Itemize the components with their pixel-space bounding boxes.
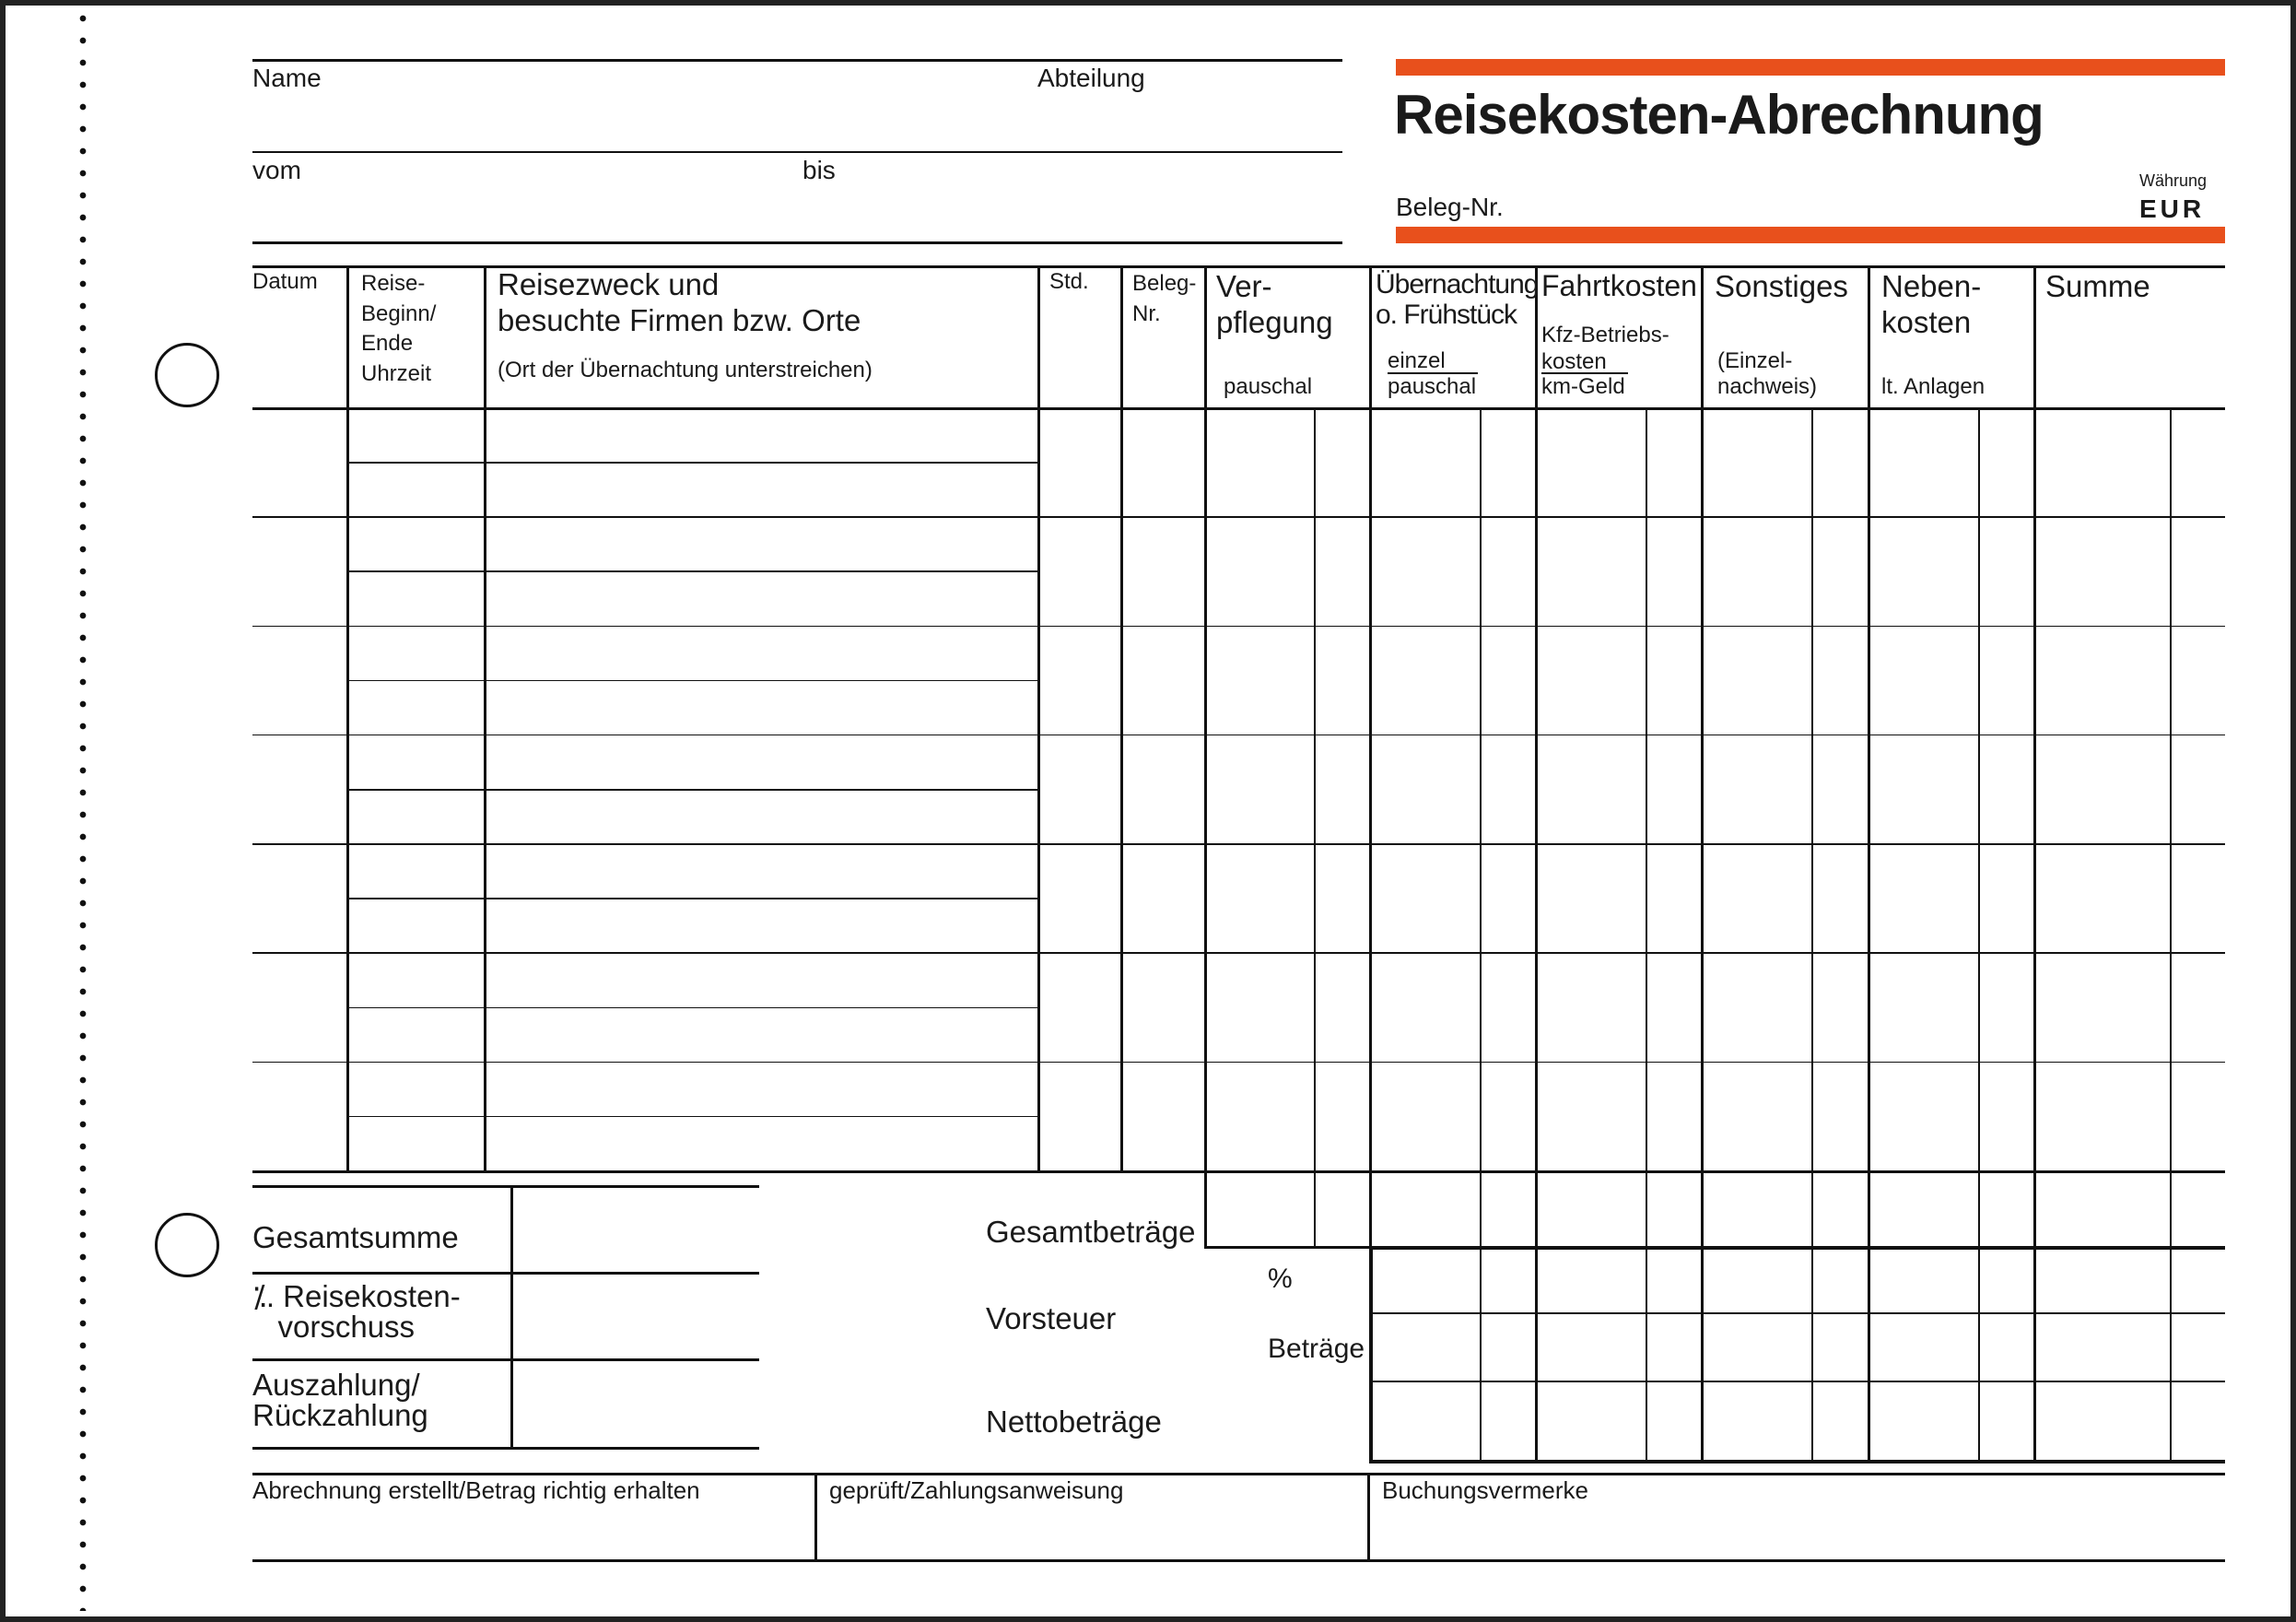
title-bar-bottom (1396, 227, 2225, 243)
total-row-cents-line (1646, 1170, 1647, 1246)
table-column-line (1037, 265, 1040, 1170)
col-summe: Summe (2045, 269, 2150, 303)
name-field-topline (252, 59, 1342, 62)
table-column-line (2033, 265, 2036, 1170)
vorsteuer-row-line (1369, 1312, 2225, 1314)
gesamtsumme-label: Gesamtsumme (252, 1220, 459, 1254)
betraege-label: Beträge (1268, 1334, 1365, 1364)
vorsteuer-column-line (2033, 1246, 2036, 1460)
total-row-column-line (1868, 1170, 1870, 1246)
table-body-bottom (252, 1170, 2225, 1173)
footer-divider (814, 1473, 817, 1559)
table-cents-line (1978, 407, 1980, 1170)
summary-box-top (252, 1185, 759, 1188)
table-column-line (346, 265, 349, 1170)
total-row-cents-line (1811, 1170, 1813, 1246)
col-reisezweck: Reisezweck und besuchte Firmen bzw. Orte (498, 267, 861, 337)
table-cents-line (1314, 407, 1316, 1170)
vorsteuer-cents-line (1978, 1246, 1980, 1460)
col-fahrtkosten-sub2: km-Geld (1541, 374, 1625, 399)
table-column-line (1369, 265, 1372, 1170)
col-uebernachtung: Übernachtung o. Frühstück (1376, 269, 1539, 330)
table-column-line (1701, 265, 1704, 1170)
vorsteuer-cents-line (1480, 1246, 1482, 1460)
table-row-line[interactable] (252, 516, 2225, 518)
col-sonstiges: Sonstiges (1715, 269, 1848, 303)
table-subrow-line[interactable] (346, 570, 1037, 572)
summary-row-line (252, 1358, 759, 1361)
perforation-line (79, 7, 87, 1611)
col-std: Std. (1049, 269, 1089, 294)
table-subrow-line[interactable] (346, 1007, 1037, 1009)
table-cents-line (2170, 407, 2172, 1170)
col-nebenkosten: Neben- kosten (1881, 269, 1982, 339)
col-verpflegung-sub: pauschal (1224, 374, 1313, 399)
table-row-line[interactable] (252, 735, 2225, 736)
vorsteuer-block-top (1369, 1246, 2225, 1250)
table-subrow-line[interactable] (346, 680, 1037, 682)
vorsteuer-column-line (1535, 1246, 1538, 1460)
total-row-cents-line (1314, 1170, 1316, 1246)
currency-label: Währung (2139, 171, 2208, 190)
gesamtbetraege-label: Gesamtbeträge (986, 1215, 1196, 1249)
col-reisezweck-note: (Ort der Übernachtung unterstreichen) (498, 358, 873, 382)
name-field-underline[interactable] (252, 151, 1342, 153)
total-row-column-line (1204, 1170, 1207, 1246)
netto-row-line (1369, 1381, 2225, 1382)
abrechnung-label: Abrechnung erstellt/Betrag richtig erhalten (252, 1476, 700, 1504)
table-subrow-line[interactable] (346, 789, 1037, 791)
currency-value: EUR (2139, 194, 2206, 223)
vorsteuer-column-line (1868, 1246, 1870, 1460)
col-datum: Datum (252, 269, 318, 294)
auszahlung-label: Auszahlung/ Rückzahlung (252, 1368, 428, 1432)
table-subrow-line[interactable] (346, 1116, 1037, 1118)
beleg-nr-label: Beleg-Nr. (1396, 193, 1504, 221)
table-header-divider (252, 407, 2225, 410)
table-column-line (1535, 265, 1538, 1170)
vorsteuer-block-bottom (1369, 1460, 2225, 1463)
buchungsvermerke-label: Buchungsvermerke (1382, 1476, 1588, 1504)
table-column-line (1120, 265, 1123, 1170)
col-beleg-nr: Beleg- Nr. (1132, 271, 1197, 326)
table-row-line[interactable] (252, 952, 2225, 954)
table-cents-line (1480, 407, 1482, 1170)
table-row-line[interactable] (252, 843, 2225, 845)
table-cents-line (1646, 407, 1647, 1170)
punch-hole-top (155, 343, 219, 407)
summary-box-bottom (252, 1447, 759, 1450)
footer-bottom (252, 1559, 2225, 1562)
vorsteuer-cents-line (2170, 1246, 2172, 1460)
reisekostenvorschuss-label: ⁒. Reisekosten- vorschuss (252, 1279, 461, 1344)
vorsteuer-cents-line (1646, 1246, 1647, 1460)
summary-row-line (252, 1272, 759, 1275)
table-column-line (484, 265, 486, 1170)
title-bar-top (1396, 59, 2225, 76)
geprueft-label: geprüft/Zahlungsanweisung (829, 1476, 1124, 1504)
table-subrow-line[interactable] (346, 462, 1037, 464)
table-column-line (1868, 265, 1870, 1170)
vorsteuer-label: Vorsteuer (986, 1301, 1117, 1335)
prozent-label: % (1268, 1264, 1293, 1294)
total-row-column-line (1535, 1170, 1538, 1246)
footer-divider (1367, 1473, 1370, 1559)
form-title: Reisekosten-Abrechnung (1394, 84, 2044, 146)
abteilung-label: Abteilung (1037, 64, 1145, 92)
total-row-cents-line (1480, 1170, 1482, 1246)
total-row-column-line (2033, 1170, 2036, 1246)
summary-value-divider (510, 1185, 513, 1447)
col-reise-zeit: Reise- Beginn/ Ende Uhrzeit (361, 271, 437, 386)
table-column-line (1204, 265, 1207, 1170)
col-fahrtkosten-sub1: Kfz-Betriebs- kosten (1541, 323, 1669, 374)
nettobetraege-label: Nettobeträge (986, 1405, 1162, 1439)
col-sonstiges-sub: (Einzel- nachweis) (1717, 348, 1818, 400)
col-nebenkosten-sub: lt. Anlagen (1881, 374, 1986, 399)
footer-top (252, 1473, 2225, 1475)
total-row-column-line (1701, 1170, 1704, 1246)
total-row-cents-line (2170, 1170, 2172, 1246)
vorsteuer-column-line (1701, 1246, 1704, 1460)
col-uebernachtung-sub2: pauschal (1388, 374, 1477, 399)
vorsteuer-cents-line (1811, 1246, 1813, 1460)
total-row-bottom-left (1204, 1246, 1370, 1249)
vorsteuer-block-left (1369, 1246, 1373, 1462)
table-row-line[interactable] (252, 1062, 2225, 1064)
total-row-column-line (1369, 1170, 1372, 1246)
vom-label: vom (252, 156, 301, 184)
table-subrow-line[interactable] (346, 898, 1037, 899)
table-cents-line (1811, 407, 1813, 1170)
col-fahrtkosten: Fahrtkosten (1541, 269, 1697, 302)
date-field-underline[interactable] (252, 241, 1342, 244)
col-verpflegung: Ver- pflegung (1216, 269, 1333, 339)
name-label: Name (252, 64, 322, 92)
punch-hole-bottom (155, 1213, 219, 1277)
table-row-line[interactable] (252, 626, 2225, 628)
col-uebernachtung-sub1: einzel (1388, 348, 1446, 373)
total-row-cents-line (1978, 1170, 1980, 1246)
bis-label: bis (802, 156, 836, 184)
